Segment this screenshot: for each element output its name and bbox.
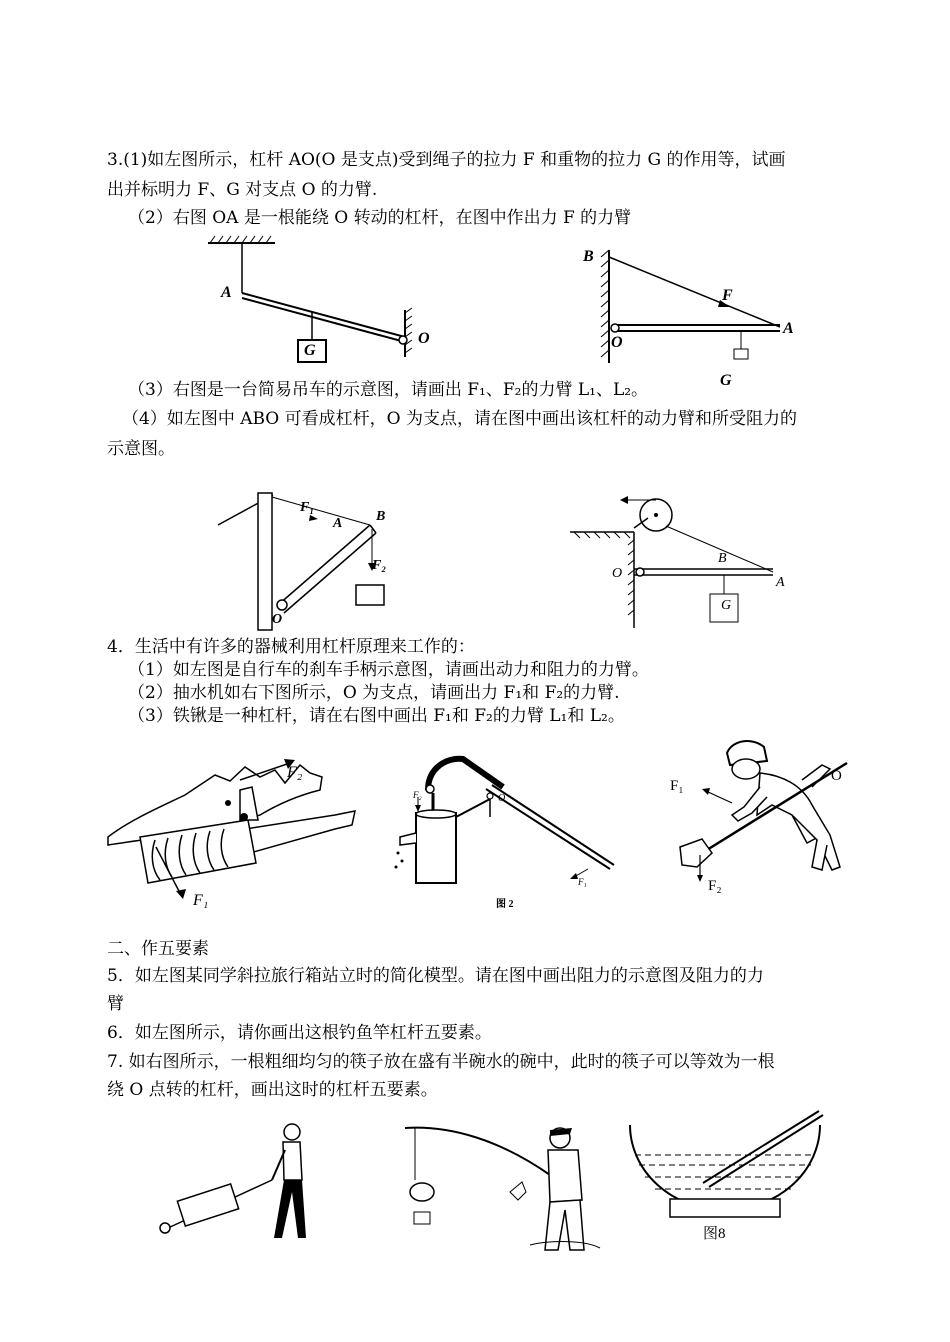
fig-d3-caption: 图8 [703,1226,726,1242]
q4-line3: （2）抽水机如右下图所示，O 为支点，请画出力 F₁和 F₂的力臂. [128,683,620,703]
pulley-lever-figure [568,490,798,630]
fisherman-figure [400,1120,605,1270]
fig-b1-label-o: O [272,612,283,627]
fig-c1-label-f2: F₂ [287,764,303,781]
fig-c3-label-f2: F₂ [708,878,722,894]
q3-line1: 3.(1)如左图所示，杠杆 AO(O 是支点)受到绳子的拉力 F 和重物的拉力 G 的作用等，试画 [107,150,786,170]
fig-a1-label-g: G [304,342,316,359]
fig-a2-label-f: F [722,287,733,304]
q5-line1: 5．如左图某同学斜拉旅行箱站立时的简化模型。请在图中画出阻力的示意图及阻力的力 [107,966,764,986]
fig-c3-label-o: O [831,768,842,784]
q6-line: 6．如左图所示，请你画出这根钓鱼竿杠杆五要素。 [107,1023,492,1043]
fig-a2-label-o: O [611,334,623,351]
shovel-worker-figure [672,735,862,910]
fig-a2-label-b: B [583,248,594,265]
fig-c2-caption: 图 2 [496,899,514,910]
q3-line4: （3）右图是一台简易吊车的示意图，请画出 F₁、F₂的力臂 L₁、L₂。 [128,380,649,400]
fig-a2-label-a: A [783,320,794,337]
fig-b2-label-a: A [776,575,785,590]
suitcase-figure [150,1120,330,1245]
fig-a1-label-o: O [418,330,430,347]
q4-line4: （3）铁锹是一种杠杆，请在右图中画出 F₁和 F₂的力臂 L₁和 L₂。 [128,706,625,726]
fig-a2-label-g: G [720,372,732,389]
fig-b2-label-g: G [721,598,732,613]
q5-line2: 臂 [107,994,124,1014]
q3-line3: （2）右图 OA 是一根能绕 O 转动的杠杆，在图中作出力 F 的力臂 [128,208,632,228]
lever-ao-figure [200,235,440,365]
water-pump-figure [388,745,628,915]
brake-handle-figure [100,745,370,915]
fig-c3-label-f1: F₁ [670,778,684,794]
fig-b1-label-f1: F₁ [300,500,315,515]
fig-b2-label-o: O [612,566,623,581]
fig-a1-label-a: A [221,284,232,301]
lever-oa-wall-figure [595,245,795,365]
fig-b1-label-b: B [376,509,386,524]
fig-b1-label-a: A [333,516,343,531]
fig-b1-label-f2: F₂ [372,558,387,573]
fig-c2-label-f2: F₂ [413,790,422,800]
fig-c2-label-f1: F₁ [578,877,587,887]
q3-line6: 示意图。 [107,439,175,459]
q3-line5: （4）如左图中 ABO 可看成杠杆，O 为支点，请在图中画出该杠杆的动力臂和所受阻力的 [122,409,797,429]
fig-b2-label-b: B [718,551,727,566]
q4-line1: 4．生活中有许多的器械利用杠杆原理来工作的： [107,637,475,657]
q7-line2: 绕 O 点转的杠杆，画出这时的杠杆五要素。 [107,1080,438,1100]
q3-line2: 出并标明力 F、G 对支点 O 的力臂. [107,180,378,200]
section-2-heading: 二、作五要素 [107,939,209,959]
fig-c2-label-o: O [498,793,506,804]
q4-line2: （1）如左图是自行车的刹车手柄示意图，请画出动力和阻力的力臂。 [128,660,649,680]
fig-c1-label-f1: F₁ [193,892,209,909]
q7-line1: 7. 如右图所示，一根粗细均匀的筷子放在盛有半碗水的碗中，此时的筷子可以等效为一根 [107,1052,775,1072]
